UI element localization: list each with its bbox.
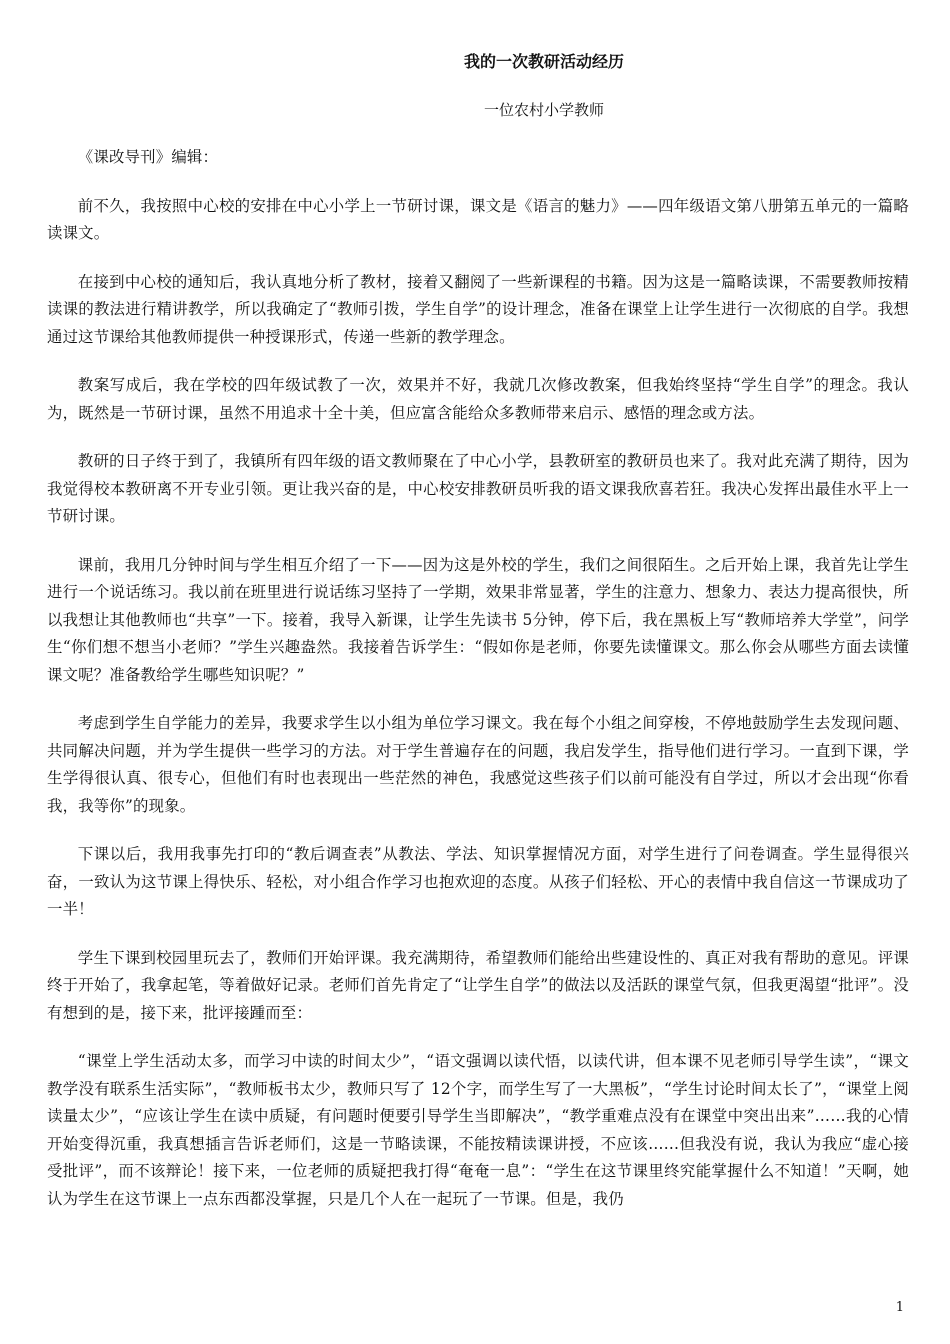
author-line: 一位农村小学教师 bbox=[483, 101, 604, 119]
document-title: 我的一次教研活动经历 bbox=[463, 52, 624, 71]
paragraph: 学生下课到校园里玩去了，教师们开始评课。我充满期待，希望教师们能给出些建设性的、真正对我有帮助的意见。评课终于开始了，我拿起笔，等着做好记录。老师们首先肯定了“让学生自学”的做法以及活跃的课堂气氛，但我更渴望“批评”。没有想到的是，接下来，批评接踵而至： bbox=[47, 948, 909, 1022]
paragraph: 考虑到学生自学能力的差异，我要求学生以小组为单位学习课文。我在每个小组之间穿梭，不停地鼓励学生去发现问题、共同解决问题，并为学生提供一些学习的方法。对于学生普遍存在的问题，我启发学生，指导他们进行学习。一直到下课，学生学得很认真、很专心，但他们有时也表现出一些茫然的神色，我感觉这些孩子们以前可能没有自学过，所以才会出现“你看我，我等你”的现象。 bbox=[47, 714, 909, 815]
paragraph: 前不久，我按照中心校的安排在中心小学上一节研讨课，课文是《语言的魅力》——四年级语文第八册第五单元的一篇略读课文。 bbox=[47, 196, 909, 242]
page-number: 1 bbox=[895, 1300, 904, 1315]
paragraph: 课前，我用几分钟时间与学生相互介绍了一下——因为这是外校的学生，我们之间很陌生。之后开始上课，我首先让学生进行一个说话练习。我以前在班里进行说话练习坚持了一学期，效果非常显著，学生的注意力、想象力、表达力提高很快，所以我想让其他教师也“共享”一下。接着，我导入新课，让学生先读书 5分钟，停下后，我在黑板上写“教师培养大学堂”，问学生“你们想不想当小老师？”学生兴趣盎然。我接着告诉学生：“假如你是老师，你要先读懂课文。那么你会从哪些方面去读懂课文呢？准备教给学生哪些知识呢？” bbox=[47, 555, 909, 684]
paragraph: 在接到中心校的通知后，我认真地分析了教材，接着又翻阅了一些新课程的书籍。因为这是一篇略读课，不需要教师按精读课的教法进行精讲教学，所以我确定了“教师引拨，学生自学”的设计理念，准备在课堂上让学生进行一次彻底的自学。我想通过这节课给其他教师提供一种授课形式，传递一些新的教学理念。 bbox=[47, 272, 909, 346]
salutation: 《课改导刊》编辑： bbox=[77, 148, 219, 166]
paragraph: 下课以后，我用我事先打印的“教后调查表”从教法、学法、知识掌握情况方面，对学生进行了问卷调查。学生显得很兴奋，一致认为这节课上得快乐、轻松，对小组合作学习也抱欢迎的态度。从孩子们轻松、开心的表情中我自信这一节课成功了一半！ bbox=[47, 845, 909, 918]
paragraph: 教研的日子终于到了，我镇所有四年级的语文教师聚在了中心小学，县教研室的教研员也来了。我对此充满了期待，因为我觉得校本教研离不开专业引领。更让我兴奋的是，中心校安排教研员听我的语文课我欣喜若狂。我决心发挥出最佳水平上一节研讨课。 bbox=[47, 452, 909, 525]
paragraph: 教案写成后，我在学校的四年级试教了一次，效果并不好，我就几次修改教案，但我始终坚持“学生自学”的理念。我认为，既然是一节研讨课，虽然不用追求十全十美，但应富含能给众多教师带来启示、感悟的理念或方法。 bbox=[47, 376, 909, 422]
document-body bbox=[47, 144, 909, 1234]
paragraph: “课堂上学生活动太多，而学习中读的时间太少”，“语文强调以读代悟，以读代讲，但本课不见老师引导学生读”，“课文教学没有联系生活实际”，“教师板书太少，教师只写了 12个字，而学生写了一大黑板”，“学生讨论时间太长了”，“课堂上阅读量太少”，“应该让学生在读中质疑，有问题时便要引导学生当即解决”，“教学重难点没有在课堂中突出出来”……我的心情开始变得沉重，我真想插言告诉老师们，这是一节略读课，不能按精读课讲授，不应该……但我没有说，我认为我应“虚心接受批评”，而不该辩论！接下来，一位老师的质疑把我打得“奄奄一息”：“学生在这节课里终究能掌握什么不知道！”天啊，她认为学生在这节课上一点东西都没掌握，只是几个人在一起玩了一节课。但是，我仍 bbox=[47, 1052, 909, 1208]
